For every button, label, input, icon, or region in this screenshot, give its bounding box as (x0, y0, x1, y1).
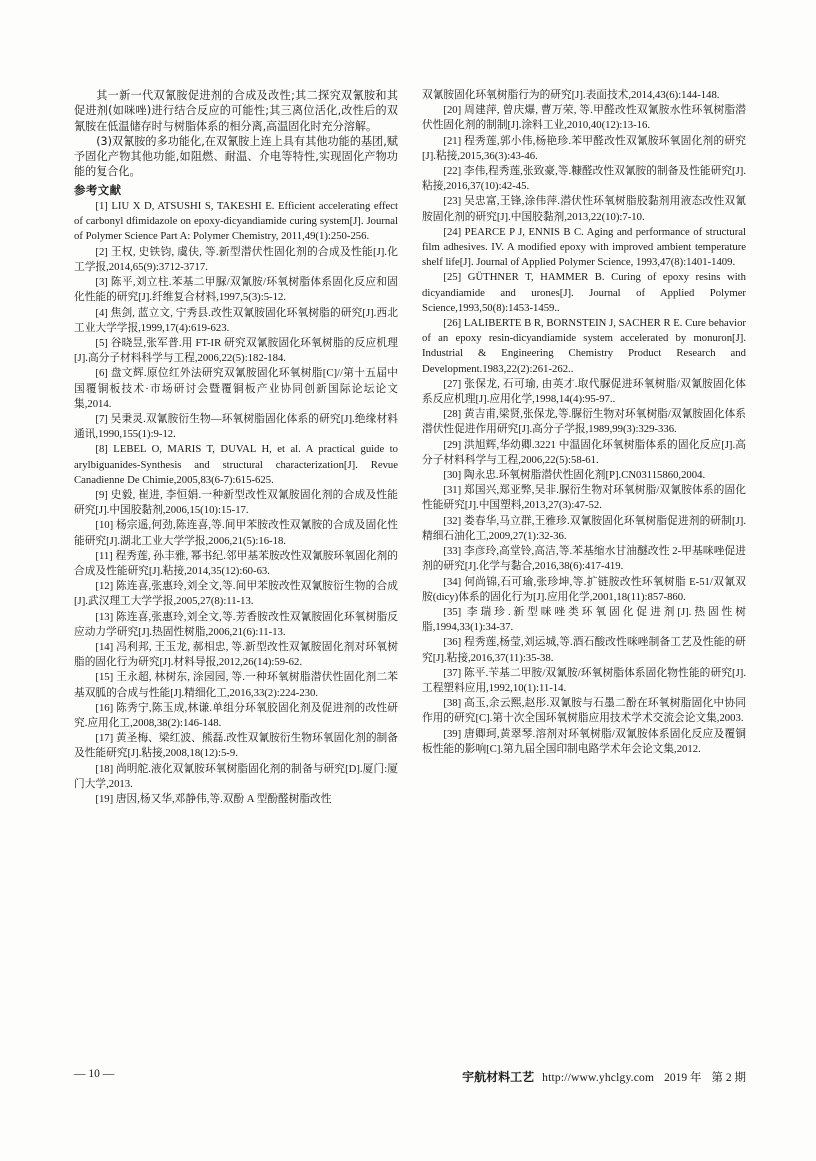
reference-item: [5] 谷晓昱,张军普.用 FT-IR 研究双氰胺固化环氧树脂的反应机理[J].高分子材料科学与工程,2006,22(5):182-184. (74, 336, 398, 365)
reference-item: [36] 程秀莲,杨莹,刘运城,等.酒石酸改性咪唑制备工艺及性能的研究[J].粘接,2016,37(11):35-38. (422, 636, 746, 664)
reference-item: [17] 黄圣梅、梁红波、熊磊.改性双氰胺衍生物环氧固化剂的制备及性能研究[J].粘接,2008,18(12):5-9. (74, 732, 398, 760)
reference-item: [12] 陈连喜,张惠玲,刘全文,等.间甲苯胺改性双氰胺衍生物的合成[J].武汉理工大学学报,2005,27(8):11-13. (74, 580, 398, 608)
references-heading: 参考文献 (74, 182, 122, 197)
reference-item: [9] 史毅, 崔进, 李恒娟.一种新型改性双氰胺固化剂的合成及性能研究[J].中国胶黏剂,2006,15(10):15-17. (74, 488, 398, 517)
journal-title: 宇航材料工艺 (462, 1070, 535, 1084)
reference-item: [10] 杨宗遥,何劲,陈连喜,等.间甲苯胺改性双氰胺的合成及固化性能研究[J].湖北工业大学学报,2006,21(5):16-18. (74, 519, 398, 547)
reference-item: [23] 吴忠富,王锋,涂伟萍.潜伏性环氧树脂胶黏剂用液态改性双氰胺固化剂的研究[J].中国胶黏剂,2013,22(10):7-10. (422, 195, 746, 223)
right-column (422, 88, 746, 1048)
page-footer (0, 1068, 816, 1098)
reference-item: [22] 李伟,程秀莲,张致豪,等.糠醛改性双氰胺的制备及性能研究[J].粘接,2016,37(10):42-45. (422, 165, 746, 193)
reference-item: [16] 陈秀宁,陈玉成,林谦.单组分环氧胶固化剂及促进剂的改性研究.应用化工,2008,38(2):146-148. (74, 701, 398, 729)
reference-item: [20] 周建萍, 曾庆爆, 曹万荣, 等.甲醛改性双氰胺水性环氧树脂潜伏性固化剂的制制[J].涂料工业,2010,40(12):13-16. (422, 104, 746, 132)
journal-url: http://www.yhclgy.com (542, 1072, 655, 1084)
reference-item: [38] 高玉,余云熙,赵彤.双氰胺与石墨二酚在环氧树脂固化中协同作用的研究[C].第十次全国环氧树脂应用技术学术交流会论文集,2003. (422, 697, 746, 725)
reference-item: [15] 王永超, 林树东, 涂园园, 等.一种环氧树脂潜伏性固化剂二苯基双胍的合成与性能[J].精细化工,2016,33(2):224-230. (74, 671, 398, 699)
reference-item: [31] 郑国兴,郑亚弊,吴非.脲衍生物对环氧树脂/双氰胺体系的固化性能研究[J].中国塑料,2013,27(3):47-52. (422, 484, 746, 512)
reference-item: [30] 陶永忠.环氧树脂潜伏性固化剂[P].CN03115860,2004. (443, 469, 706, 482)
reference-item: [26] LALIBERTE B R, BORNSTEIN J, SACHER R E. Cure behavior of an epoxy resin-dicyandiamide system accelerated by monuron[J]. Industrial & Engineering Chemistry Product Research and Development.1983,22(2):261-262.. (422, 317, 746, 375)
left-column (74, 88, 398, 1048)
reference-item: [21] 程秀莲,郭小伟,杨艳珍.苯甲醛改性双氰胺环氧固化剂的研究[J].粘接,2015,36(3):43-46. (422, 134, 746, 162)
reference-item: [7] 吴秉灵.双氰胺衍生物—环氧树脂固化体系的研究[J].绝缘材料通讯,1990,155(1):9-12. (74, 412, 398, 441)
reference-item: [25] GÜTHNER T, HAMMER B. Curing of epoxy resins with dicyandiamide and urones[J]. Journal of Applied Polymer Science,1993,50(8):1453-1459.. (422, 271, 746, 314)
reference-item: [34] 何尚锦,石可瑜,张珍坤,等.扩链胺改性环氧树脂 E-51/双氰双胺(dicy)体系的固化行为[J].应用化学,2001,18(11):857-860. (422, 575, 746, 603)
reference-item: [18] 尚明舵.液化双氰胺环氧树脂固化剂的制备与研究[D].厦门:厦门大学,2013. (74, 762, 398, 790)
reference-item: [6] 盘文辉.原位红外法研究双氰胺固化环氧树脂[C]//第十五届中国覆铜板技术·市场研讨会暨覆铜板产业协同创新国际论坛论文集,2014. (74, 367, 398, 410)
body-paragraph: (3)双氰胺的多功能化,在双氰胺上连上具有其他功能的基团,赋予固化产物其他功能,如阻燃、耐温、介电等特性,实现固化产物功能的复合化。 (74, 134, 398, 179)
reference-item: [33] 李彦玲,高堂铃,高洁,等.苯基缩水甘油醚改性 2-甲基咪唑促进剂的研究[J].化学与黏合,2016,38(6):417-419. (422, 545, 746, 573)
footer-citation (462, 1068, 746, 1085)
reference-item: [13] 陈连喜,张惠玲,刘全文,等.芳香胺改性双氰胺固化环氧树脂反应动力学研究[J].热固性树脂,2006,21(6):11-13. (74, 610, 398, 638)
page-content (74, 88, 746, 1048)
publication-year: 2019 年 (664, 1072, 702, 1084)
reference-item: [8] LEBEL O, MARIS T, DUVAL H, et al. A practical guide to arylbiguanides-Synthesis and structural characterization[J]. Revue Canadienne De Chimie,2005,83(6-7):615-625. (74, 443, 398, 486)
reference-item: [14] 冯利邦, 王玉龙, 郝相忠, 等.新型改性双氰胺固化剂对环氧树脂的固化行为研究[J].材料导报,2012,26(14):59-62. (74, 640, 398, 669)
reference-item: [35] 李瑞珍.新型咪唑类环氧固化促进剂[J].热固性树脂,1994,33(1):34-37. (422, 605, 746, 634)
reference-item: [24] PEARCE P J, ENNIS B C. Aging and performance of structural film adhesives. IV. A modified epoxy with improved ambient temperature shelf life[J]. Journal of Applied Polymer Science, 1993,47(8):1401-1409. (422, 225, 746, 269)
reference-item: [39] 唐卿珂,黄翠琴.溶剂对环氧树脂/双氰胺体系固化反应及覆铜板性能的影响[C].第九届全国印制电路学术年会论文集,2012. (422, 727, 746, 755)
reference-item: [3] 陈平,刘立柱.苯基二甲脲/双氰胺/环氧树脂体系固化反应和固化性能的研究[J].纤维复合材料,1997,5(3):5-12. (74, 276, 398, 304)
issue-number: 第 2 期 (711, 1072, 746, 1084)
reference-item: [19] 唐因,杨又华,邓静伟,等.双酚 A 型酚醛树脂改性 (95, 793, 332, 805)
reference-item: [2] 王权, 史铁钧, 虞伕, 等.新型潜伏性固化剂的合成及性能[J].化工学报,2014,65(9):3712-3717. (74, 245, 398, 273)
reference-item: [29] 洪旭辉,华幼卿.3221 中温固化环氧树脂体系的固化反应[J].高分子材料科学与工程,2006,22(5):58-61. (422, 438, 746, 466)
reference-item: [1] LIU X D, ATSUSHI S, TAKESHI E. Efficient accelerating effect of carbonyl dfimidazole on epoxy-dicyandiamide curing system[J]. Journal of Polymer Science Part A: Polymer Chemistry, 2011,49(1):250-256. (74, 200, 398, 243)
reference-item-continued: 双氰胺固化环氧树脂行为的研究[J].表面技术,2014,43(6):144-148. (422, 89, 720, 101)
reference-item: [32] 娄春华,马立群,王雅珍.双氰胺固化环氧树脂促进剂的研制[J].精细石油化工,2009,27(1):32-36. (422, 514, 746, 542)
body-paragraph: 其一新一代双氰胺促进剂的合成及改性;其二探究双氰胺和其促进剂(如咪唑)进行结合反应的可能性;其三离位活化,改性后的双氰胺在低温储存时与树脂体系的相分离,高温固化时充分溶解。 (74, 89, 398, 133)
reference-item: [28] 黄吉甫,梁贤,张保龙,等.脲衍生物对环氧树脂/双氰胺固化体系潜伏性促进作用研究[J].高分子学报,1989,99(3):329-336. (422, 408, 746, 436)
reference-item: [4] 焦剑, 蓝立文, 宁秀县.改性双氰胺固化环氧树脂的研究[J].西北工业大学学报,1999,17(4):619-623. (74, 306, 398, 334)
reference-item: [27] 张保龙, 石可瑜, 由英才.取代脲促进环氧树脂/双氰胺固化体系反应机理[J].应用化学,1998,14(4):95-97.. (422, 377, 746, 406)
reference-item: [37] 陈平.苄基二甲胺/双氰胺/环氧树脂体系固化物性能的研究[J].工程塑料应用,1992,10(1):11-14. (422, 666, 746, 694)
reference-item: [11] 程秀莲, 孙丰雅, 幂书纪.邻甲基苯胺改性双氰胺环氧固化剂的合成及性能研究[J].粘接,2014,35(12):60-63. (74, 549, 398, 577)
page-number: — 10 — (74, 1068, 115, 1080)
